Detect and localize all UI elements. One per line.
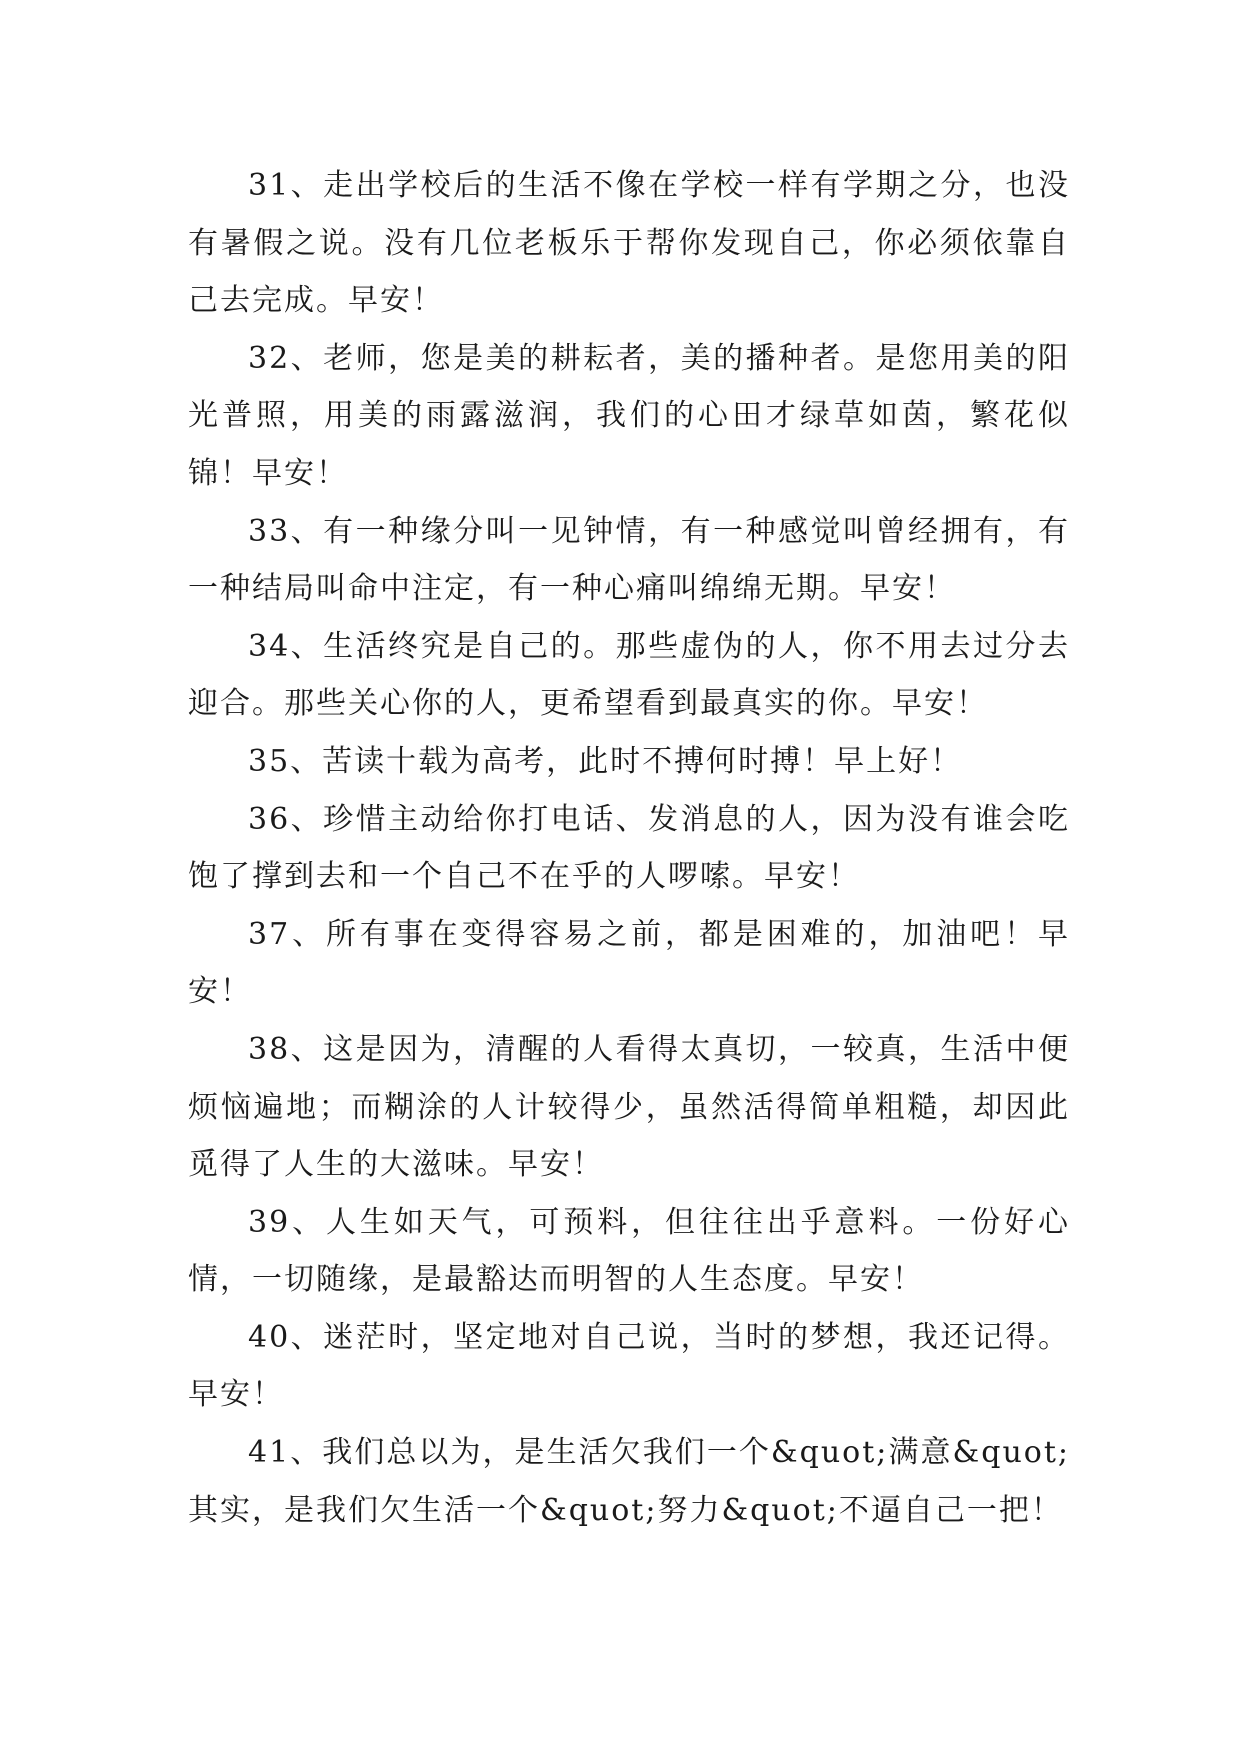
paragraph-32: 32、老师，您是美的耕耘者，美的播种者。是您用美的阳光普照，用美的雨露滋润，我们的心田才绿草如茵，繁花似锦！早安！ <box>188 340 1070 491</box>
paragraph-33: 33、有一种缘分叫一见钟情，有一种感觉叫曾经拥有，有一种结局叫命中注定，有一种心痛叫绵绵无期。早安！ <box>188 513 1070 607</box>
paragraph-40: 40、迷茫时，坚定地对自己说，当时的梦想，我还记得。早安！ <box>188 1319 1070 1413</box>
paragraph-41: 41、我们总以为，是生活欠我们一个&quot;满意&quot;其实，是我们欠生活一个&quot;努力&quot;不逼自己一把！ <box>188 1435 1070 1528</box>
paragraph-39: 39、人生如天气，可预料，但往往出乎意料。一份好心情，一切随缘，是最豁达而明智的人生态度。早安！ <box>188 1204 1070 1298</box>
paragraph-34: 34、生活终究是自己的。那些虚伪的人，你不用去过分去迎合。那些关心你的人，更希望看到最真实的你。早安！ <box>188 628 1070 722</box>
paragraph-31: 31、走出学校后的生活不像在学校一样有学期之分，也没有暑假之说。没有几位老板乐于帮你发现自己，你必须依靠自己去完成。早安！ <box>188 168 1070 319</box>
paragraph-37: 37、所有事在变得容易之前，都是困难的，加油吧！早安！ <box>188 916 1070 1010</box>
paragraph-36: 36、珍惜主动给你打电话、发消息的人，因为没有谁会吃饱了撑到去和一个自己不在乎的人啰嗦。早安！ <box>188 801 1070 895</box>
paragraph-38: 38、这是因为，清醒的人看得太真切，一较真，生活中便烦恼遍地；而糊涂的人计较得少，虽然活得简单粗糙，却因此觅得了人生的大滋味。早安！ <box>188 1031 1070 1183</box>
paragraph-35: 35、苦读十载为高考，此时不搏何时搏！早上好！ <box>248 743 963 779</box>
document-body <box>188 157 1070 1539</box>
